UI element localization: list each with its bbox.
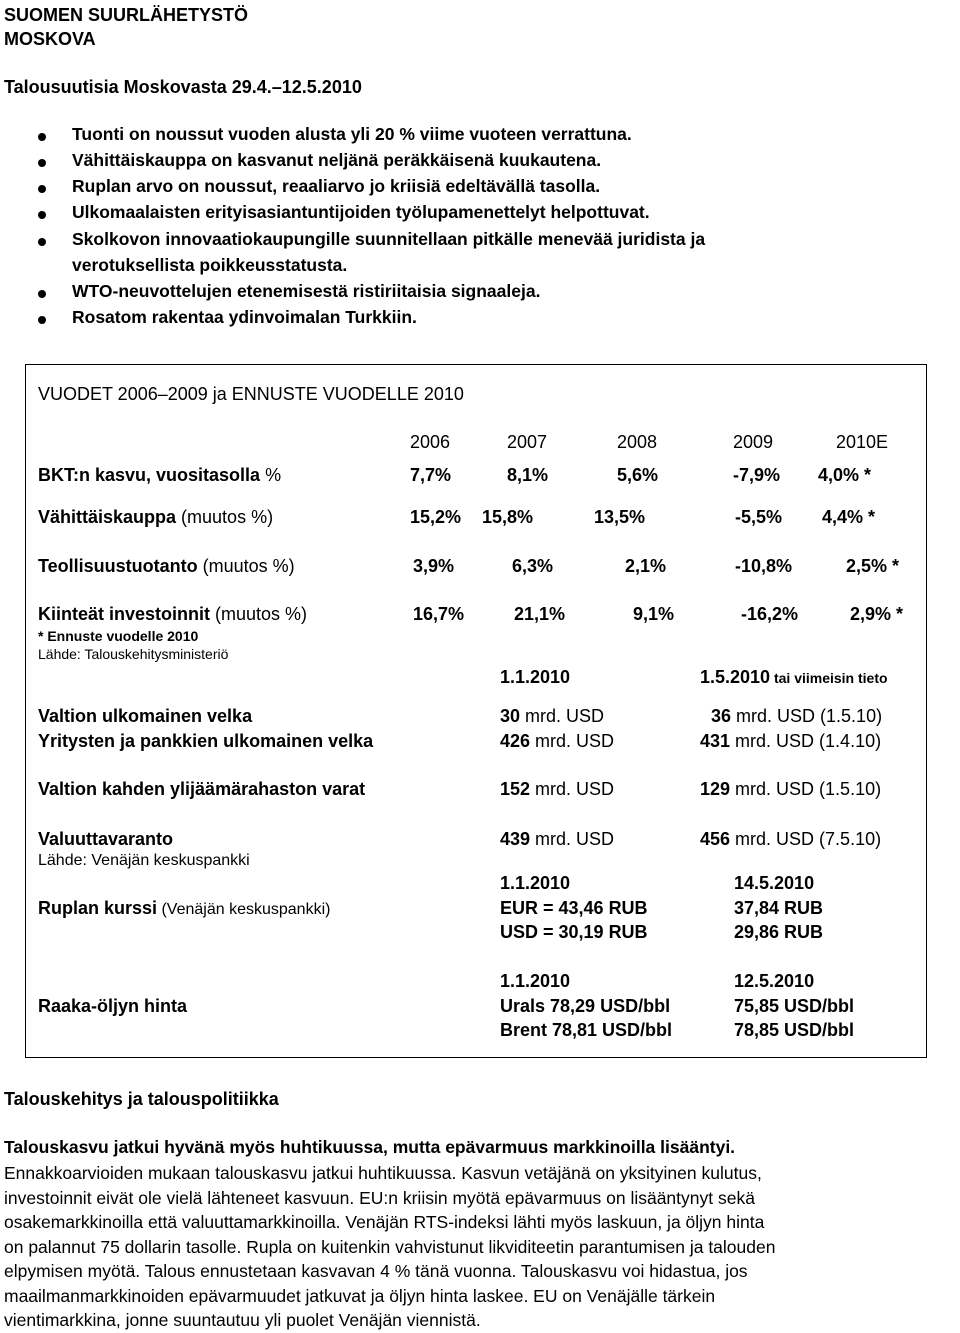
list-item: Ruplan arvo on noussut, reaaliarvo jo kriisiä edeltävällä tasolla. (72, 176, 601, 196)
date-header: 14.5.2010 (734, 873, 815, 893)
paragraph-line: maailmanmarkkinoiden epävarmuudet jatkuvat ja öljyn hinta laskee. EU on Venäjälle tärkein (4, 1285, 716, 1306)
row-label: Valtion kahden ylijäämärahaston varat (38, 779, 366, 799)
row-label: Raaka-öljyn hinta (38, 996, 188, 1016)
section-heading: Talouskehitys ja talouspolitiikka (4, 1089, 279, 1109)
paragraph-line: Ennakkoarvioiden mukaan talouskasvu jatkui huhtikuussa. Kasvun vetäjänä on yksityinen kulutus, (4, 1163, 762, 1183)
table-cell: 4,4% * (822, 507, 876, 527)
list-item: Rosatom rakentaa ydinvoimalan Turkkiin. (72, 307, 417, 327)
paragraph-line: osakemarkkinoilla että valuuttamarkkinoilla. Venäjän RTS-indeksi lähti myös laskuun, ja öljyn hinta (4, 1212, 765, 1232)
table-cell: 431 mrd. USD (1.4.10) (700, 731, 882, 751)
table-cell: 8,1% (507, 465, 549, 485)
table-cell: 78,85 USD/bbl (734, 1020, 855, 1040)
row-label: Yritysten ja pankkien ulkomainen velka (38, 731, 374, 751)
source-note: Lähde: Venäjän keskuspankki (38, 852, 250, 869)
bullet-dot (38, 211, 46, 219)
table-cell: 456 mrd. USD (7.5.10) (700, 829, 882, 849)
row-label: Vähittäiskauppa (muutos %) (38, 507, 274, 527)
section-lead: Talouskasvu jatkui hyvänä myös huhtikuussa, mutta epävarmuus markkinoilla lisääntyi. (4, 1137, 736, 1157)
table-cell: -10,8% (735, 556, 793, 576)
embassy-name: SUOMEN SUURLÄHETYSTÖ (4, 5, 249, 25)
table-cell: 2,1% (625, 556, 667, 576)
table-cell: -7,9% (733, 465, 781, 485)
table-cell: 15,2% (410, 507, 462, 527)
page-title: Talousuutisia Moskovasta 29.4.–12.5.2010 (4, 77, 362, 97)
table-cell: 15,8% (482, 507, 534, 527)
date-header: 1.5.2010 tai viimeisin tieto (700, 667, 888, 687)
date-header: 12.5.2010 (734, 971, 815, 991)
date-header: 1.1.2010 (500, 667, 571, 687)
embassy-city: MOSKOVA (4, 29, 96, 49)
bullet-dot (38, 159, 46, 167)
row-label: Valtion ulkomainen velka (38, 706, 253, 726)
table-cell: 426 mrd. USD (500, 731, 615, 751)
table-cell: -5,5% (735, 507, 783, 527)
date-header: 1.1.2010 (500, 971, 571, 991)
year-header: 2009 (733, 432, 774, 452)
bullet-dot (38, 133, 46, 141)
year-header: 2008 (617, 432, 658, 452)
row-label: Teollisuustuotanto (muutos %) (38, 556, 295, 576)
list-item: Vähittäiskauppa on kasvanut neljänä peräkkäisenä kuukautena. (72, 150, 602, 170)
year-header: 2006 (410, 432, 451, 452)
list-item: Tuonti on noussut vuoden alusta yli 20 % viime vuoteen verrattuna. (72, 124, 632, 144)
section-body (4, 1161, 954, 1333)
table-cell: 13,5% (594, 507, 646, 527)
table-cell: 37,84 RUB (734, 898, 824, 918)
table-cell: 4,0% * (818, 465, 872, 485)
table-cell: 7,7% (410, 465, 452, 485)
paragraph-line: investoinnit eivät ole vielä lähteneet kasvuun. EU:n kriisin myötä epävarmuus on lisääntynyt sekä (4, 1187, 755, 1208)
paragraph-line: on palannut 75 dollarin tasolle. Rupla on kuitenkin vahvistunut likviditeetin parantumisen ja talouden (4, 1236, 776, 1257)
table-cell: 16,7% (413, 604, 465, 624)
list-item: Ulkomaalaisten erityisasiantuntijoiden työlupamenettelyt helpottuvat. (72, 202, 650, 222)
table-cell: Urals 78,29 USD/bbl (500, 996, 671, 1016)
table-cell: 3,9% (413, 556, 455, 576)
table-cell: 36 mrd. USD (1.5.10) (711, 706, 883, 726)
table-cell: EUR = 43,46 RUB (500, 898, 648, 918)
forecast-note: * Ennuste vuodelle 2010 (38, 628, 199, 644)
table-cell: 75,85 USD/bbl (734, 996, 855, 1016)
table-cell: 29,86 RUB (734, 922, 824, 942)
row-label: Ruplan kurssi (Venäjän keskuspankki) (38, 898, 331, 918)
table-cell: 5,6% (617, 465, 659, 485)
table-cell: 2,5% * (846, 556, 900, 576)
bullet-dot (38, 290, 46, 298)
paragraph-line: elpymisen myötä. Talous ennustetaan kasvavan 4 % tänä vuonna. Talouskasvu voi hidastua, jos (4, 1261, 748, 1281)
row-label: Kiinteät investoinnit (muutos %) (38, 604, 308, 624)
list-item-continuation: verotuksellista poikkeusstatusta. (72, 255, 348, 275)
table-cell: 6,3% (512, 556, 554, 576)
table-cell: 9,1% (633, 604, 675, 624)
year-header: 2007 (507, 432, 548, 452)
table-cell: -16,2% (741, 604, 799, 624)
row-label: Valuuttavaranto (38, 829, 174, 849)
row-label: BKT:n kasvu, vuositasolla % (38, 465, 282, 485)
source-note: Lähde: Talouskehitysministeriö (38, 646, 229, 662)
table-cell: 129 mrd. USD (1.5.10) (700, 779, 882, 799)
table-cell: 21,1% (514, 604, 566, 624)
list-item: Skolkovon innovaatiokaupungille suunnitellaan pitkälle menevää juridista ja (72, 229, 706, 249)
bullet-dot (38, 316, 46, 324)
bullet-dot (38, 238, 46, 246)
table-cell: 30 mrd. USD (500, 706, 605, 726)
bullet-dot (38, 185, 46, 193)
table-cell: 439 mrd. USD (500, 829, 615, 849)
paragraph-line: vientimarkkina, jonne suuntautuu yli puolet Venäjän viennistä. (4, 1310, 481, 1330)
table-cell: 2,9% * (850, 604, 904, 624)
table-title: VUODET 2006–2009 ja ENNUSTE VUODELLE 2010 (38, 384, 464, 404)
list-item: WTO-neuvottelujen etenemisestä ristiriitaisia signaaleja. (72, 281, 541, 301)
date-header: 1.1.2010 (500, 873, 571, 893)
table-cell: Brent 78,81 USD/bbl (500, 1020, 673, 1040)
table-cell: 152 mrd. USD (500, 779, 615, 799)
year-header: 2010E (836, 432, 889, 452)
table-cell: USD = 30,19 RUB (500, 922, 648, 942)
